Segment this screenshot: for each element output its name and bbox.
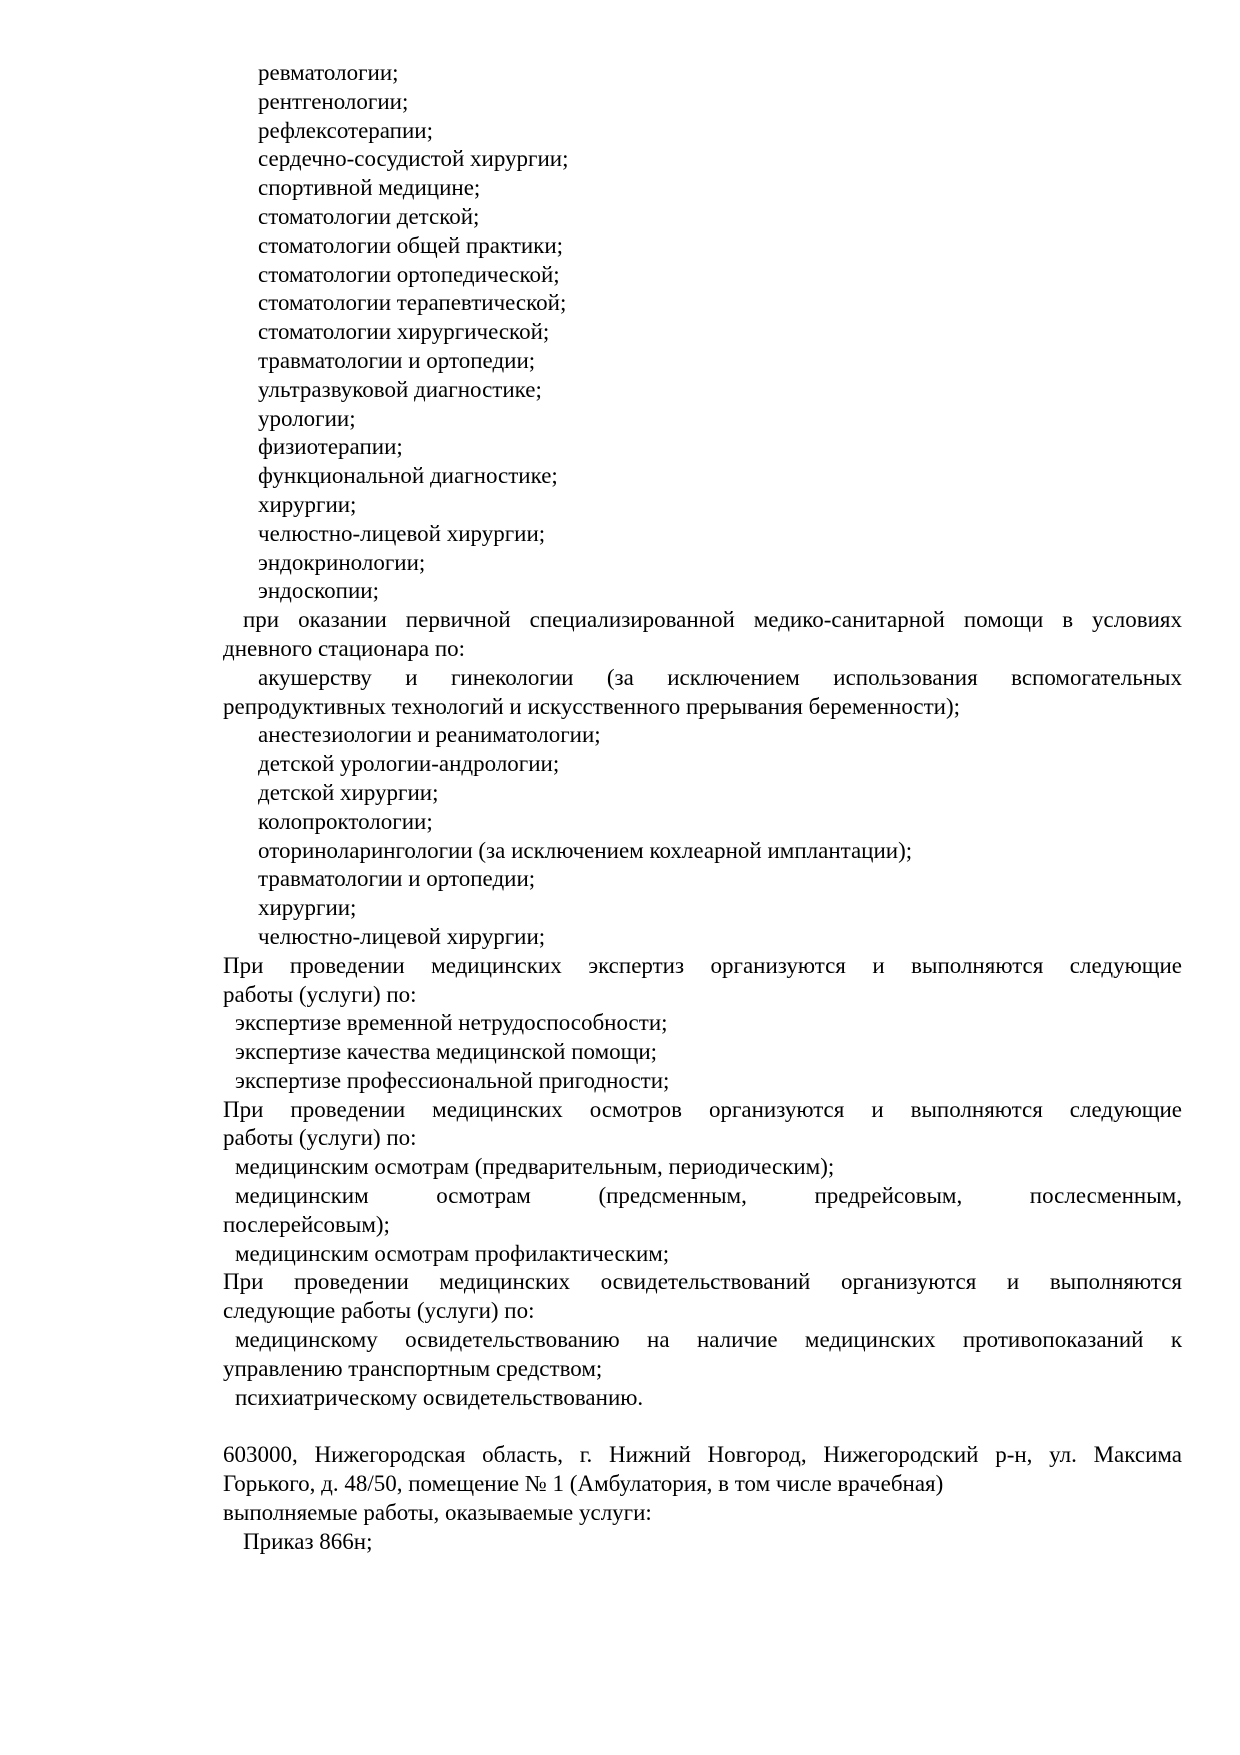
text-line: физиотерапии; [258, 434, 403, 460]
text-line: ультразвуковой диагностике; [258, 376, 542, 402]
text-line: челюстно-лицевой хирургии; [258, 923, 546, 949]
text-line: При проведении медицинских экспертиз организуются и выполняются следующие [223, 952, 1182, 978]
text-line: функциональной диагностике; [258, 463, 558, 489]
text-line: оториноларингологии (за исключением кохлеарной имплантации); [258, 837, 913, 863]
text-line: При проведении медицинских осмотров организуются и выполняются следующие [223, 1096, 1182, 1122]
text-line: анестезиологии и реаниматологии; [258, 722, 601, 748]
text-line: экспертизе профессиональной пригодности; [235, 1067, 670, 1093]
text-line [223, 1412, 1182, 1441]
text-line: эндоскопии; [258, 578, 379, 604]
text-line: репродуктивных технологий и искусственного прерывания беременности); [223, 693, 961, 719]
text-line: управлению транспортным средством; [223, 1355, 603, 1381]
text-line: психиатрическому освидетельствованию. [235, 1384, 644, 1410]
text-line: следующие работы (услуги) по: [223, 1298, 535, 1324]
text-line: хирургии; [258, 491, 357, 517]
text-line: травматологии и ортопедии; [258, 866, 536, 892]
text-line: стоматологии общей практики; [258, 232, 564, 258]
text-line: стоматологии терапевтической; [258, 290, 567, 316]
text-line: работы (услуги) по: [223, 981, 417, 1007]
text-line: хирургии; [258, 895, 357, 921]
text-line: медицинским осмотрам (предсменным, предрейсовым, послесменным, [235, 1183, 1182, 1209]
text-line: выполняемые работы, оказываемые услуги: [223, 1499, 652, 1525]
text-line: детской хирургии; [258, 779, 439, 805]
text-line: послерейсовым); [223, 1211, 390, 1237]
text-line: 603000, Нижегородская область, г. Нижний Новгород, Нижегородский р-н, ул. Максима [223, 1442, 1182, 1468]
text-line: экспертизе качества медицинской помощи; [235, 1039, 658, 1065]
text-line: медицинским осмотрам (предварительным, периодическим); [235, 1154, 835, 1180]
text-line: рентгенологии; [258, 88, 409, 114]
text-line: травматологии и ортопедии; [258, 347, 536, 373]
text-line: сердечно-сосудистой хирургии; [258, 146, 569, 172]
text-line: медицинскому освидетельствованию на наличие медицинских противопоказаний к [235, 1327, 1182, 1353]
text-line: стоматологии хирургической; [258, 319, 550, 345]
text-line: при оказании первичной специализированной медико-санитарной помощи в условиях [243, 607, 1182, 633]
text-line: медицинским осмотрам профилактическим; [235, 1240, 670, 1266]
text-line: челюстно-лицевой хирургии; [258, 520, 546, 546]
text-line: урологии; [258, 405, 356, 431]
text-line: экспертизе временной нетрудоспособности; [235, 1010, 668, 1036]
text-line: работы (услуги) по: [223, 1125, 417, 1151]
text-line: эндокринологии; [258, 549, 426, 575]
text-line: Горького, д. 48/50, помещение № 1 (Амбулатория, в том числе врачебная) [223, 1471, 944, 1497]
text-line: стоматологии ортопедической; [258, 261, 560, 287]
text-line: стоматологии детской; [258, 203, 480, 229]
text-line: детской урологии-андрологии; [258, 751, 560, 777]
text-line: дневного стационара по: [223, 635, 466, 661]
text-line: рефлексотерапии; [258, 117, 433, 143]
text-line: колопроктологии; [258, 808, 433, 834]
text-line: При проведении медицинских освидетельствований организуются и выполняются [223, 1269, 1182, 1295]
text-line: акушерству и гинекологии (за исключением использования вспомогательных [258, 664, 1182, 690]
text-line: спортивной медицине; [258, 175, 481, 201]
text-line: Приказ 866н; [243, 1528, 373, 1554]
text-line: ревматологии; [258, 60, 399, 85]
